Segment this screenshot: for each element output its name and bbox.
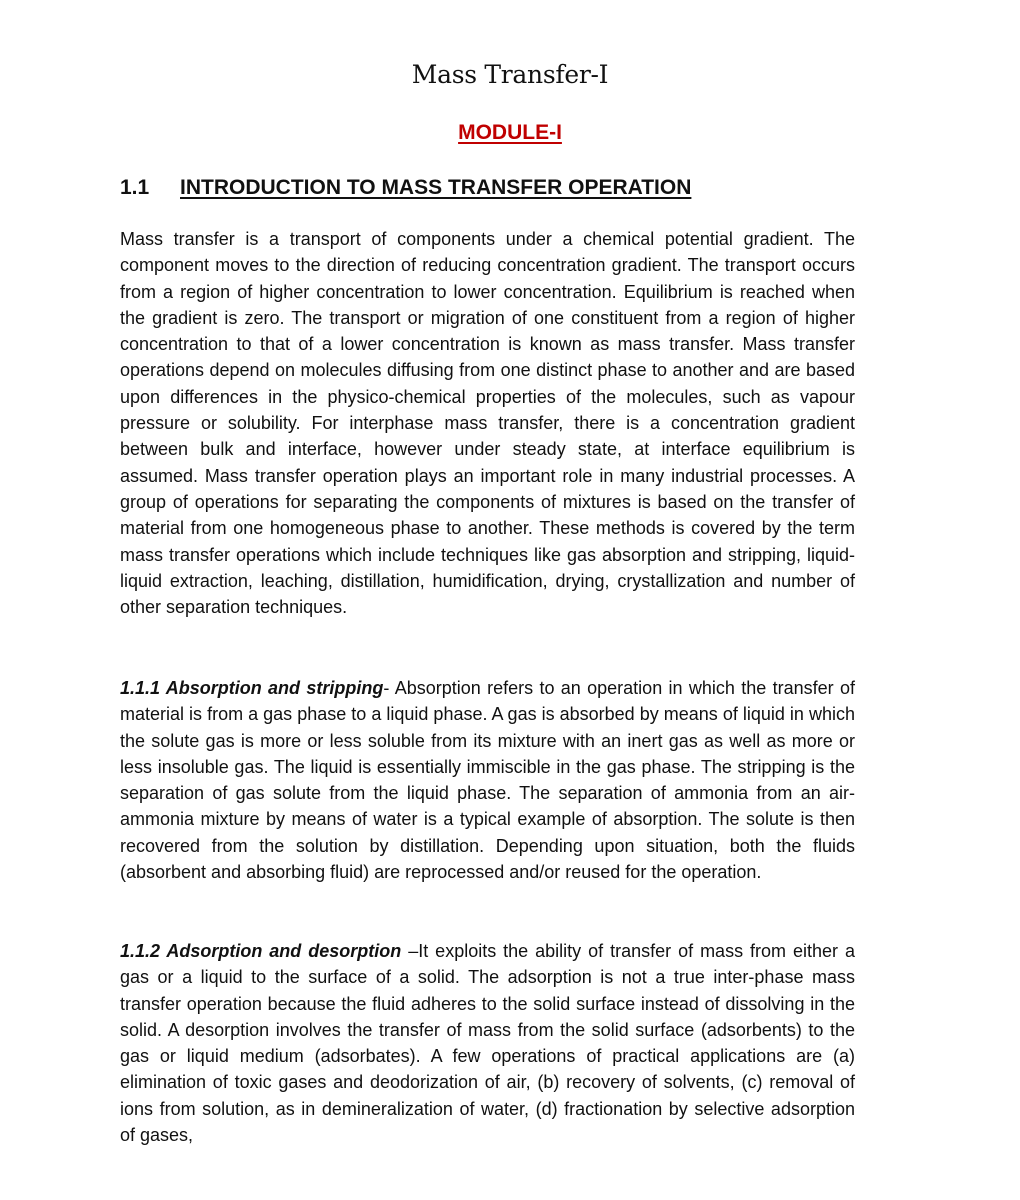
paragraph-introduction bbox=[120, 226, 855, 620]
heading-separator: – bbox=[401, 941, 419, 961]
section-title: INTRODUCTION TO MASS TRANSFER OPERATION bbox=[180, 176, 692, 199]
section-number: 1.1 bbox=[120, 176, 150, 199]
paragraph-adsorption-desorption bbox=[120, 938, 855, 1148]
paragraph-absorption-stripping bbox=[120, 675, 855, 885]
heading-separator: - bbox=[383, 678, 395, 698]
paragraph-text: Absorption refers to an operation in which the transfer of material is from a gas phase to a liquid phase. A gas is absorbed by means of liquid in which the solute gas is more or less soluble from its mixture with an inert gas as well as more or less insoluble gas. The liquid is essentially immiscible in the gas phase. The stripping is the separation of gas solute from the liquid phase. The separation of ammonia from an air-ammonia mixture by means of water is a typical example of absorption. The solute is then recovered from the solution by distillation. Depending upon situation, both the fluids (absorbent and absorbing fluid) are reprocessed and/or reused for the operation. bbox=[120, 678, 855, 883]
subsection-heading-absorption: 1.1.1 Absorption and stripping bbox=[120, 678, 384, 698]
paragraph-text: Mass transfer is a transport of components under a chemical potential gradient. The component moves to the direction of reducing concentration gradient. The transport occurs from a region of higher concentration to lower concentration. Equilibrium is reached when the gradient is zero. The transport or migration of one constituent from a region of higher concentration to that of a lower concentration is known as mass transfer. Mass transfer operations depend on molecules diffusing from one distinct phase to another and are based upon differences in the physico-chemical properties of the molecules, such as vapour pressure or solubility. For interphase mass transfer, there is a concentration gradient between bulk and interface, however under steady state, at interface equilibrium is assumed. Mass transfer operation plays an important role in many industrial processes. A group of operations for separating the components of mixtures is based on the transfer of material from one homogeneous phase to another. These methods is covered by the term mass transfer operations which include techniques like gas absorption and stripping, liquid-liquid extraction, leaching, distillation, humidification, drying, crystallization and number of other separation techniques. bbox=[120, 229, 855, 618]
running-header: Mass Transfer-I bbox=[411, 60, 609, 89]
subsection-heading-adsorption: 1.1.2 Adsorption and desorption bbox=[120, 941, 402, 961]
module-title: MODULE-I bbox=[458, 121, 562, 144]
section-heading bbox=[120, 176, 691, 200]
paragraph-text: It exploits the ability of transfer of mass from either a gas or a liquid to the surface of a solid. The adsorption is not a true inter-phase mass transfer operation because the fluid adheres to the solid surface instead of dissolving in the solid. A desorption involves the transfer of mass from the solid surface (adsorbents) to the gas or liquid medium (adsorbates). A few operations of practical applications are (a) elimination of toxic gases and deodorization of air, (b) recovery of solvents, (c) removal of ions from solution, as in demineralization of water, (d) fractionation by selective adsorption of gases, bbox=[120, 941, 855, 1146]
